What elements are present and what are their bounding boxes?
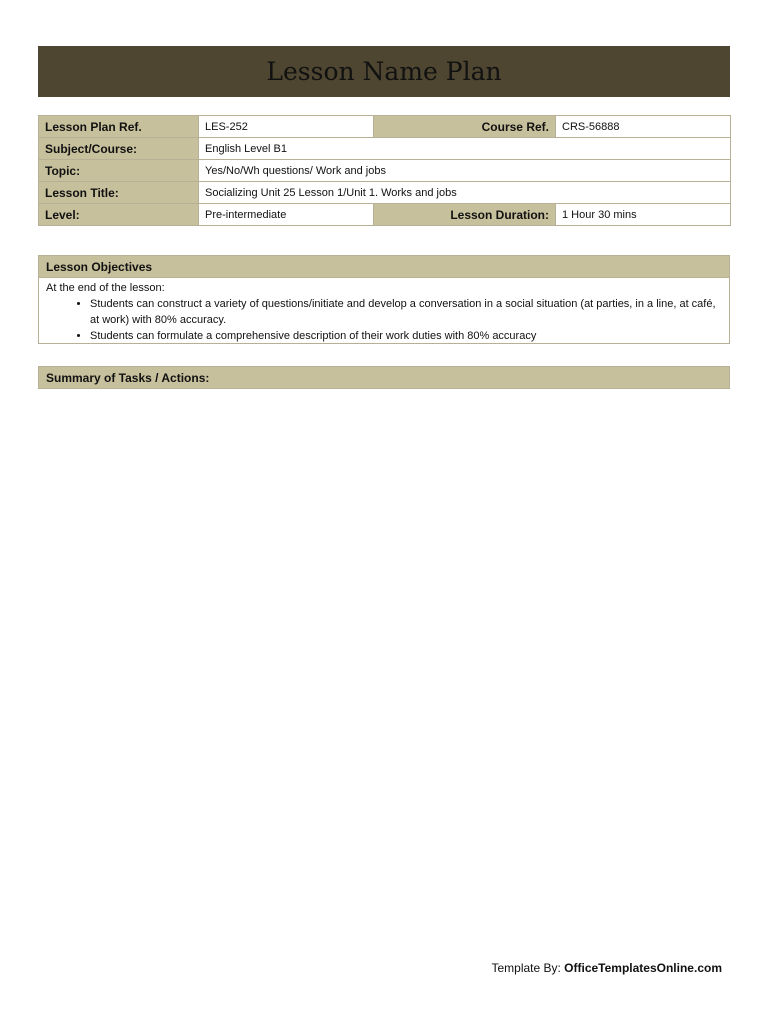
lesson-plan-ref-label: Lesson Plan Ref.: [39, 116, 199, 138]
page-title: Lesson Name Plan: [266, 57, 502, 86]
title-bar: [38, 46, 730, 97]
list-item: • Students can formulate a comprehensive description of their work duties with 80% accuracy: [90, 328, 722, 344]
topic-value: Yes/No/Wh questions/ Work and jobs: [199, 160, 731, 182]
lesson-title-value: Socializing Unit 25 Lesson 1/Unit 1. Works and jobs: [199, 182, 731, 204]
objectives-list: [46, 296, 722, 344]
lesson-plan-ref-value: LES-252: [199, 116, 374, 138]
list-item: • Students can construct a variety of questions/initiate and develop a conversation in a social situation (at parties, in a line, at café, at work) with 80% accuracy.: [90, 296, 722, 328]
table-row: [39, 182, 731, 204]
summary-heading-text: Summary of Tasks / Actions:: [46, 370, 210, 385]
course-ref-label: Course Ref.: [374, 116, 556, 138]
footer-site-link[interactable]: OfficeTemplatesOnline.com: [564, 961, 722, 975]
table-row: [39, 204, 731, 226]
footer-credit: [491, 961, 722, 975]
objectives-heading-text: Lesson Objectives: [46, 259, 153, 274]
table-row: [39, 116, 731, 138]
footer-prefix: Template By:: [491, 961, 565, 975]
objectives-intro: At the end of the lesson:: [46, 282, 165, 294]
topic-label: Topic:: [39, 160, 199, 182]
level-value: Pre-intermediate: [199, 204, 374, 226]
table-row: [39, 160, 731, 182]
subject-label: Subject/Course:: [39, 138, 199, 160]
level-label: Level:: [39, 204, 199, 226]
objectives-body: [38, 278, 730, 344]
course-ref-value: CRS-56888: [556, 116, 731, 138]
duration-value: 1 Hour 30 mins: [556, 204, 731, 226]
lesson-title-label: Lesson Title:: [39, 182, 199, 204]
table-row: [39, 138, 731, 160]
objectives-heading: [38, 255, 730, 278]
summary-heading: [38, 366, 730, 389]
subject-value: English Level B1: [199, 138, 731, 160]
duration-label: Lesson Duration:: [374, 204, 556, 226]
lesson-info-table: [38, 115, 731, 226]
